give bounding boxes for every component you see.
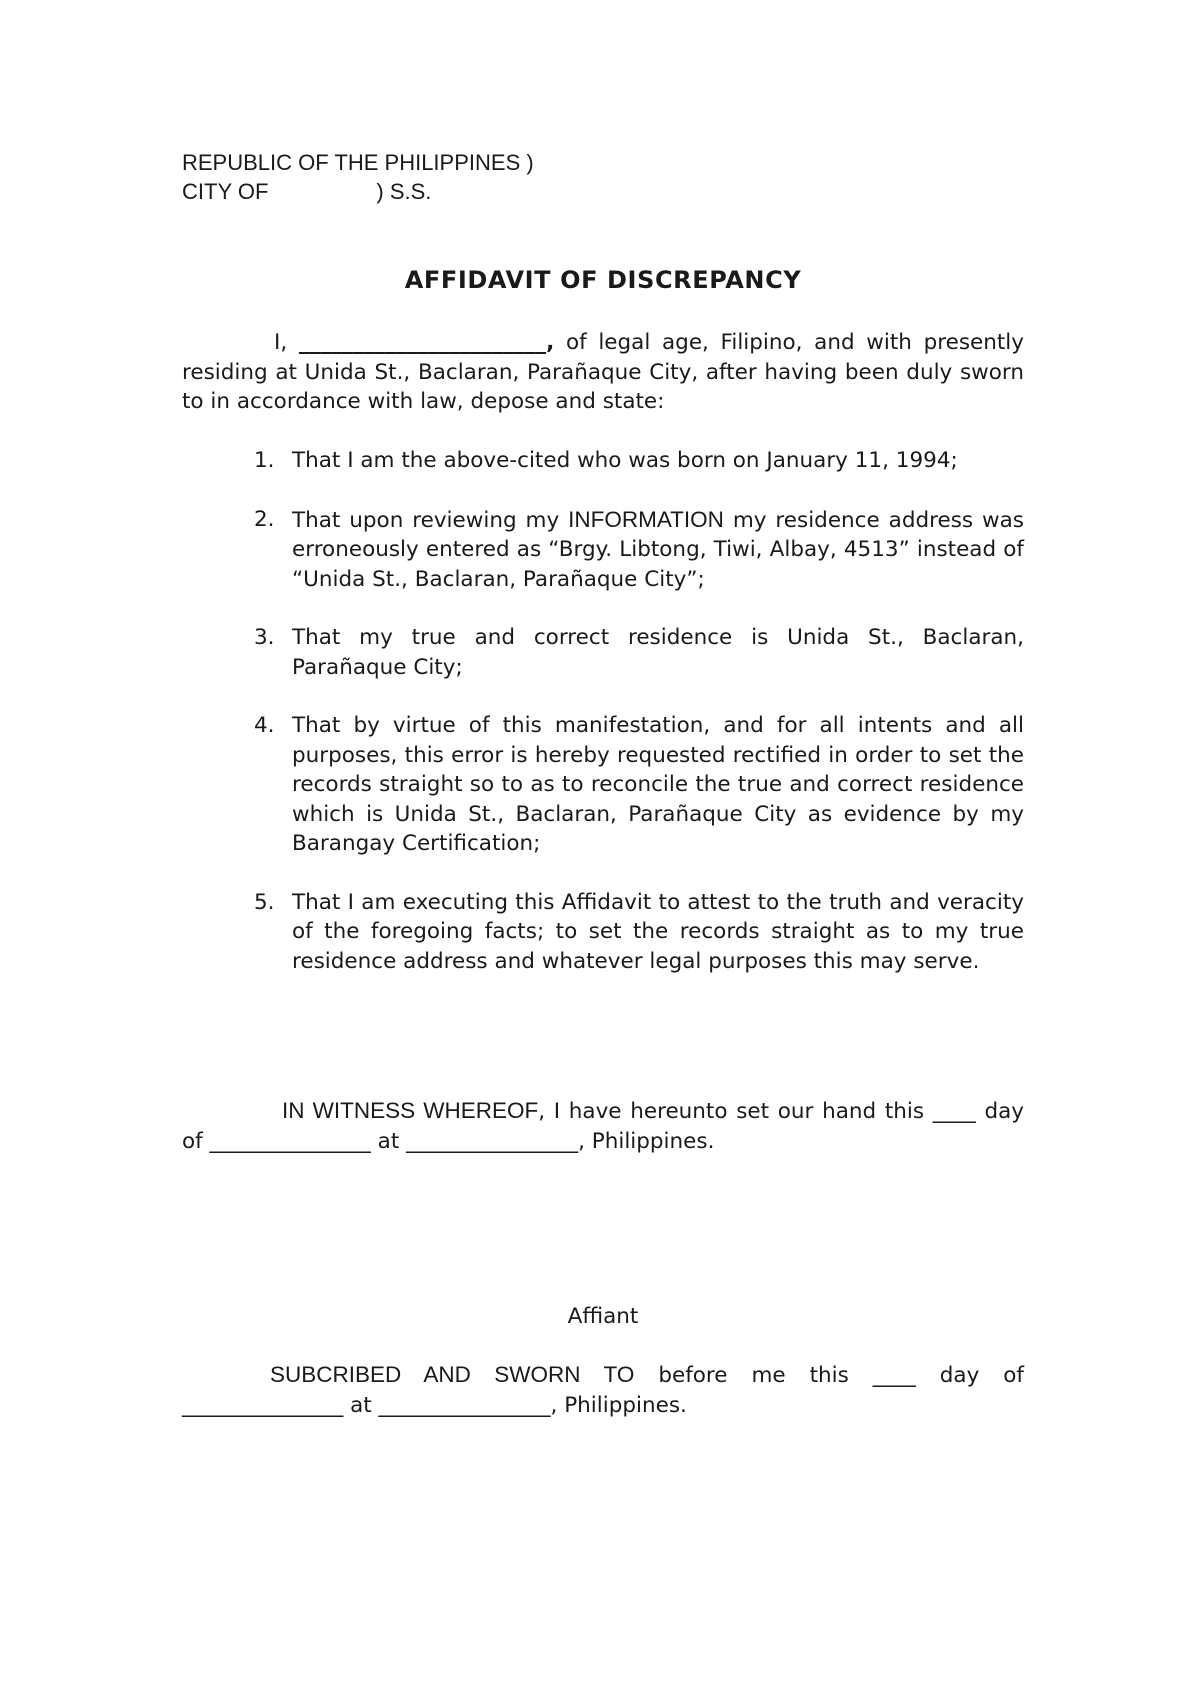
jurat-text: before me this ____ day of _______________ at ________________, Philippines. bbox=[182, 1363, 1024, 1418]
statement-text-post: my residence address was erroneously entered as “Brgy. Libtong, Tiwi, Albay, 4513” instead of “Unida St., Baclaran, Parañaque City”; bbox=[292, 507, 1024, 592]
statement-item-3 bbox=[182, 623, 1024, 682]
statement-item-2 bbox=[182, 505, 1024, 595]
statement-list bbox=[182, 446, 1024, 1005]
statement-item-1 bbox=[182, 446, 1024, 476]
statement-text: That I am the above-cited who was born on January 11, 1994; bbox=[292, 448, 958, 473]
witness-paragraph bbox=[182, 1096, 1024, 1156]
statement-number: 2. bbox=[254, 506, 275, 532]
intro-lead: I, bbox=[274, 330, 288, 355]
venue-ss-label: ) S.S. bbox=[376, 179, 432, 204]
intro-paragraph bbox=[182, 328, 1024, 417]
venue-city-label: CITY OF bbox=[182, 179, 269, 204]
venue-city-line bbox=[182, 177, 534, 206]
statement-number: 1. bbox=[254, 448, 275, 473]
witness-heading: IN WITNESS WHEREOF bbox=[282, 1098, 539, 1123]
witness-text: , I have hereunto set our hand this ____ day of _______________ at ________________, Philippines. bbox=[182, 1099, 1024, 1154]
jurat-heading: SUBCRIBED AND SWORN TO bbox=[270, 1362, 635, 1387]
affiant-label: Affiant bbox=[567, 1304, 639, 1329]
statement-number: 4. bbox=[254, 713, 275, 738]
venue-block bbox=[182, 148, 534, 206]
jurat-paragraph bbox=[182, 1360, 1024, 1420]
statement-text: That I am executing this Affidavit to attest to the truth and veracity of the foregoing facts; to set the records straight as to my true residence address and whatever legal purposes this may serve. bbox=[292, 889, 1024, 974]
statement-number: 5. bbox=[254, 889, 275, 915]
statement-text: That my true and correct residence is Unida St., Baclaran, Parañaque City; bbox=[292, 625, 1024, 680]
statement-text-pre: That upon reviewing my bbox=[292, 507, 569, 533]
intro-rest: of legal age, Filipino, and with presently residing at Unida St., Baclaran, Parañaque City, after having been duly sworn to in accordance with law, depose and state: bbox=[182, 330, 1024, 414]
document-title: AFFIDAVIT OF DISCREPANCY bbox=[404, 266, 802, 294]
name-blank: _______________________, bbox=[298, 330, 555, 355]
statement-text: That by virtue of this manifestation, and for all intents and all purposes, this error is hereby requested rectified in order to set the records straight so to as to reconcile the true and correct residence which is Unida St., Baclaran, Parañaque City as evidence by my Barangay Certification; bbox=[292, 713, 1024, 856]
information-emphasis: INFORMATION bbox=[568, 506, 724, 532]
venue-republic-line: REPUBLIC OF THE PHILIPPINES ) bbox=[182, 150, 534, 175]
statement-item-5 bbox=[182, 888, 1024, 977]
statement-item-4 bbox=[182, 711, 1024, 859]
statement-number: 3. bbox=[254, 625, 275, 650]
